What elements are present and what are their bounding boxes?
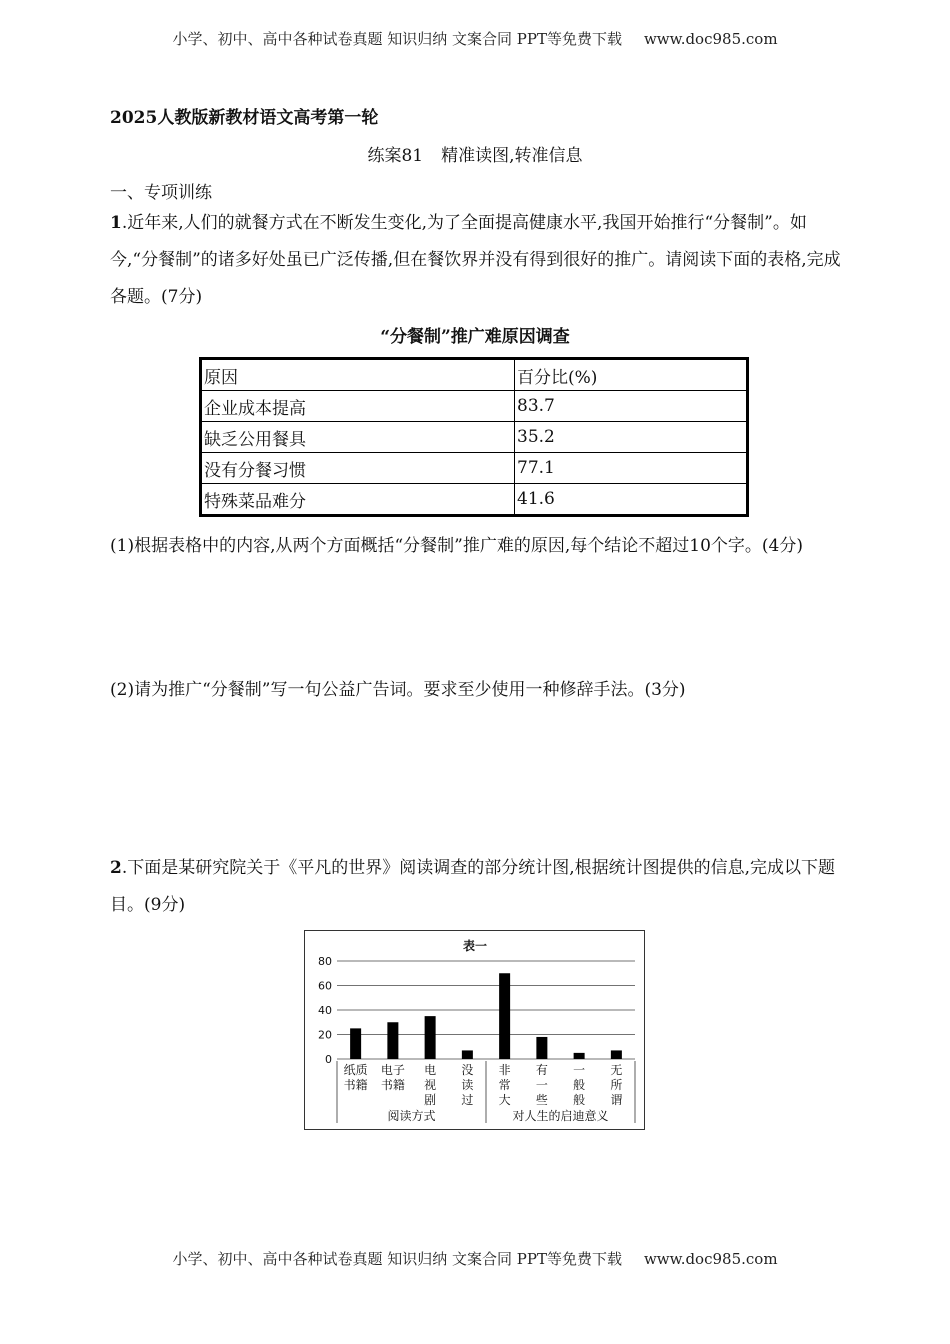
group-label: 对人生的启迪意义 bbox=[512, 1109, 609, 1123]
x-tick-label: 电子 bbox=[380, 1063, 405, 1077]
table-cell: 特殊菜品难分 bbox=[201, 484, 515, 516]
exercise-label: 练案81 bbox=[367, 146, 424, 166]
x-tick-label: 读 bbox=[461, 1078, 474, 1092]
y-tick-label: 60 bbox=[318, 979, 332, 993]
x-tick-label: 书籍 bbox=[380, 1078, 405, 1092]
bar-电视剧 bbox=[425, 1016, 436, 1059]
x-tick-label: 没 bbox=[461, 1063, 474, 1077]
x-tick-label: 纸质 bbox=[343, 1063, 368, 1077]
question-1 bbox=[110, 205, 842, 316]
table-cell: 缺乏公用餐具 bbox=[201, 422, 515, 453]
question-1-text: .近年来,人们的就餐方式在不断发生变化,为了全面提高健康水平,我国开始推行“分餐制”。如今,“分餐制”的诸多好处虽已广泛传播,但在餐饮界并没有得到很好的推广。请阅读下面的表格,完成各题。(7分) bbox=[110, 213, 841, 307]
chart-title: 表一 bbox=[462, 939, 488, 953]
y-tick-label: 20 bbox=[318, 1028, 332, 1042]
exercise-name: 精准读图,转准信息 bbox=[441, 146, 583, 166]
header-url[interactable]: www.doc985.com bbox=[643, 30, 778, 48]
x-tick-label: 谓 bbox=[610, 1093, 623, 1107]
x-tick-label: 过 bbox=[461, 1093, 474, 1107]
x-tick-label: 般 bbox=[573, 1078, 586, 1092]
x-tick-label: 般 bbox=[573, 1093, 586, 1107]
x-tick-label: 剧 bbox=[424, 1093, 437, 1107]
section-title: 一、专项训练 bbox=[110, 183, 212, 203]
question-2-text: .下面是某研究院关于《平凡的世界》阅读调查的部分统计图,根据统计图提供的信息,完成以下题目。(9分) bbox=[110, 858, 836, 915]
x-tick-label: 一 bbox=[573, 1063, 586, 1077]
question-1-number: 1 bbox=[110, 213, 122, 233]
table-cell: 41.6 bbox=[515, 484, 748, 516]
footer-text: 小学、初中、高中各种试卷真题 知识归纳 文案合同 PPT等免费下载 bbox=[172, 1250, 622, 1268]
table-row bbox=[201, 453, 748, 484]
table-row bbox=[201, 422, 748, 453]
question-2-number: 2 bbox=[110, 858, 122, 878]
x-tick-label: 电 bbox=[424, 1063, 437, 1077]
exercise-title bbox=[0, 141, 950, 166]
x-tick-label: 视 bbox=[424, 1078, 437, 1092]
x-tick-label: 无 bbox=[610, 1063, 623, 1077]
table-cell: 企业成本提高 bbox=[201, 391, 515, 422]
x-tick-label: 大 bbox=[498, 1093, 511, 1107]
table-cell: 没有分餐习惯 bbox=[201, 453, 515, 484]
question-1-sub-2: (2)请为推广“分餐制”写一句公益广告词。要求至少使用一种修辞手法。(3分) bbox=[110, 680, 686, 700]
page-header bbox=[0, 28, 950, 49]
x-tick-label: 非 bbox=[498, 1063, 511, 1077]
question-2 bbox=[110, 850, 842, 924]
table-cell: 77.1 bbox=[515, 453, 748, 484]
table-row bbox=[201, 484, 748, 516]
y-tick-label: 40 bbox=[318, 1004, 332, 1017]
bar-电子书籍 bbox=[387, 1022, 398, 1059]
table-header-row bbox=[201, 359, 748, 391]
x-tick-label: 书籍 bbox=[343, 1078, 368, 1092]
x-tick-label: 些 bbox=[535, 1093, 548, 1107]
page-footer bbox=[0, 1248, 950, 1269]
footer-url[interactable]: www.doc985.com bbox=[643, 1250, 778, 1268]
survey-table bbox=[199, 357, 749, 517]
x-tick-label: 常 bbox=[498, 1078, 511, 1092]
table-title: “分餐制”推广难原因调查 bbox=[380, 327, 570, 347]
x-tick-label: 所 bbox=[610, 1078, 623, 1092]
bar-无所谓 bbox=[611, 1050, 622, 1059]
bar-纸质书籍 bbox=[350, 1028, 361, 1059]
document-title: 2025人教版新教材语文高考第一轮 bbox=[110, 108, 379, 128]
y-tick-label: 0 bbox=[325, 1053, 332, 1066]
table-header-cell: 百分比(%) bbox=[515, 359, 748, 391]
x-tick-label: 一 bbox=[535, 1078, 548, 1092]
group-label: 阅读方式 bbox=[387, 1109, 436, 1123]
question-1-sub-1: (1)根据表格中的内容,从两个方面概括“分餐制”推广难的原因,每个结论不超过10个字。(4分) bbox=[110, 536, 803, 556]
bar-非常大 bbox=[499, 973, 510, 1059]
x-tick-label: 有 bbox=[535, 1063, 548, 1077]
bar-没读过 bbox=[462, 1050, 473, 1059]
bar-有一些 bbox=[536, 1037, 547, 1059]
reading-survey-chart bbox=[304, 930, 645, 1130]
bar-一般般 bbox=[574, 1053, 585, 1059]
y-tick-label: 80 bbox=[318, 955, 332, 968]
table-row bbox=[201, 391, 748, 422]
table-cell: 83.7 bbox=[515, 391, 748, 422]
chart-svg bbox=[305, 931, 646, 1131]
header-text: 小学、初中、高中各种试卷真题 知识归纳 文案合同 PPT等免费下载 bbox=[172, 30, 622, 48]
table-header-cell: 原因 bbox=[201, 359, 515, 391]
table-cell: 35.2 bbox=[515, 422, 748, 453]
